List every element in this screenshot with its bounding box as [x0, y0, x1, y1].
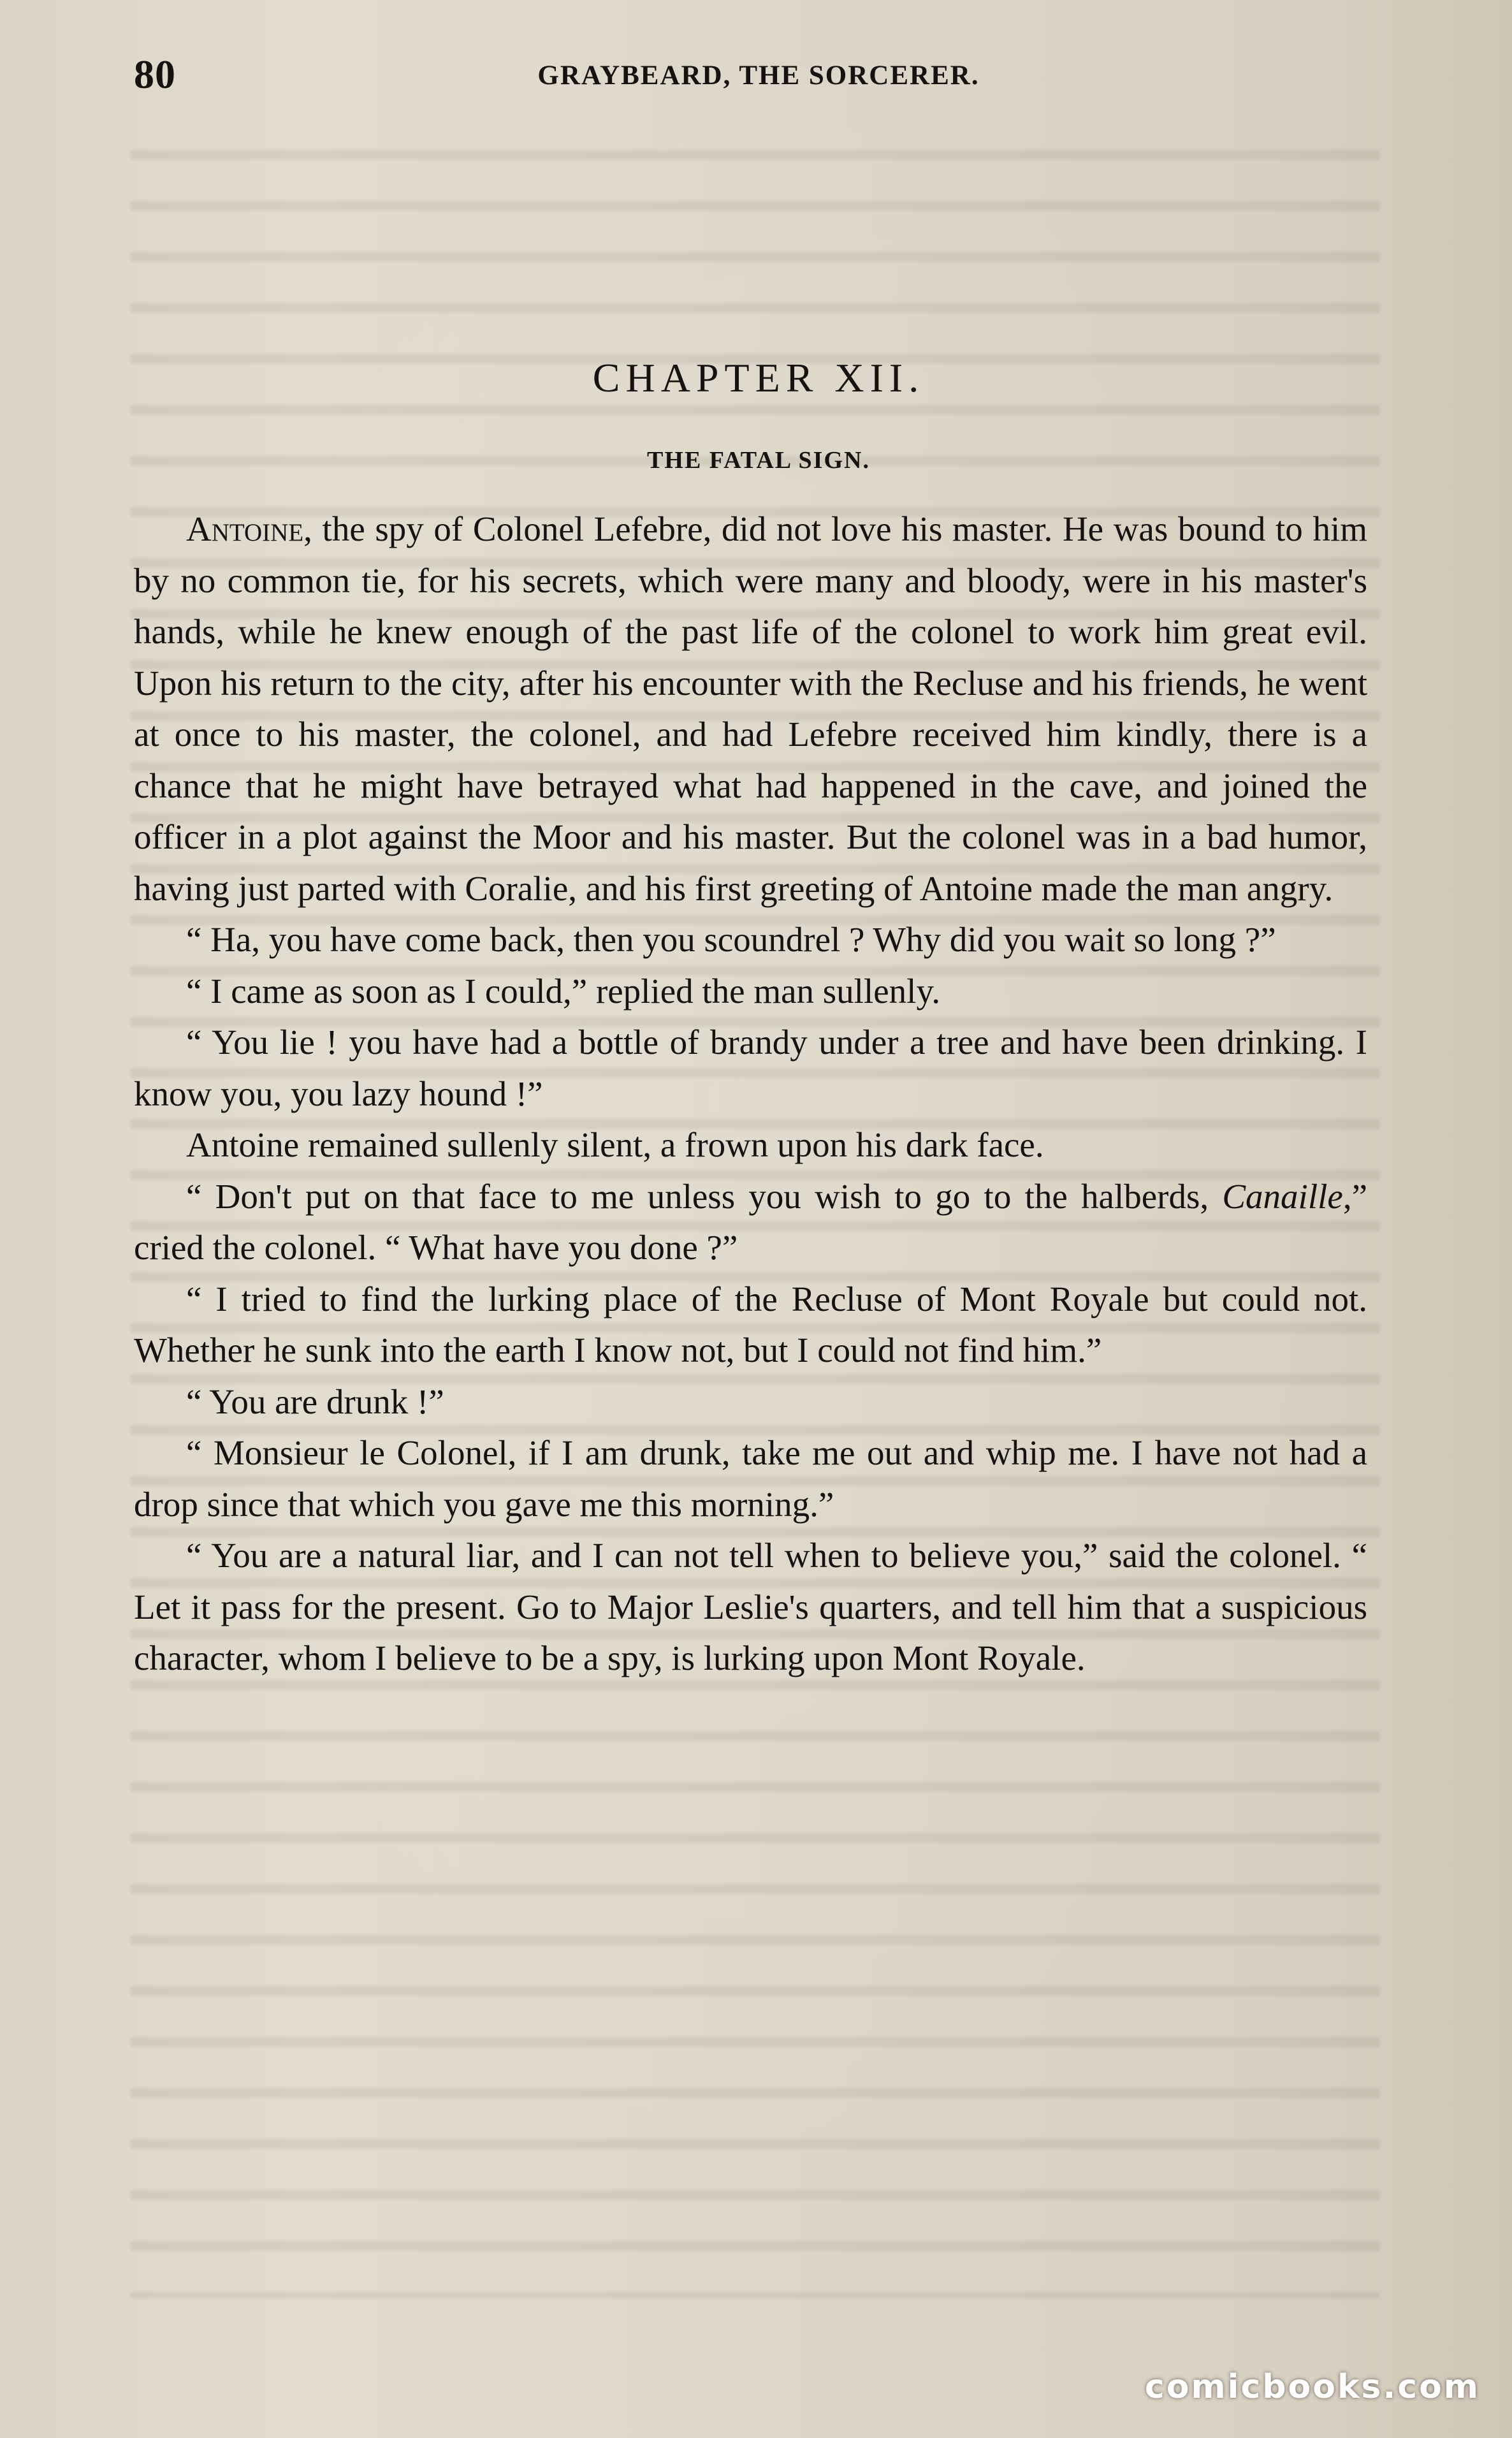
paragraph-2: “ Ha, you have come back, then you scoundrel ? Why did you wait so long ?” [186, 920, 1276, 959]
site-watermark: comicbooks.com [1144, 2368, 1480, 2406]
paragraph-1 [134, 504, 1367, 914]
paragraph-6 [134, 1171, 1367, 1274]
paragraph-text: “ Don't put on that face to me unless you wish to go to the halberds, [186, 1176, 1223, 1216]
opening-name: Antoine, [186, 509, 312, 548]
paragraph-9: “ Monsieur le Colonel, if I am drunk, take me out and whip me. I have not had a drop since that which you gave me this morning.” [134, 1433, 1367, 1524]
chapter-subtitle: THE FATAL SIGN. [647, 447, 870, 474]
paragraph-text: the spy of Colonel Lefebre, did not love his master. He was bound to him by no common tie, for his secrets, which were many and bloody, were in his master's hands, while he knew enough of the past life of the colonel to work him great evil. Upon his return to the city, after his encounter with the Recluse and his friends, he went at once to his master, the colonel, and had Lefebre received him kindly, there is a chance that he might have betrayed what had happened in the cave, and joined the officer in a plot against the Moor and his master. But the colonel was in a bad humor, having just parted with Coralie, and his first greeting of Antoine made the man angry. [134, 509, 1367, 908]
chapter-body [134, 504, 1367, 1684]
paragraph-3: “ I came as soon as I could,” replied the man sullenly. [186, 971, 941, 1011]
paragraph-7: “ I tried to find the lurking place of the Recluse of Mont Royale but could not. Whether he sunk into the earth I know not, but I could not find him.” [134, 1279, 1367, 1369]
running-head: GRAYBEARD, THE SORCERER. [537, 61, 980, 91]
italic-word: Canaille [1222, 1176, 1343, 1216]
paragraph-10: “ You are a natural liar, and I can not tell when to believe you,” said the colonel. “ Let it pass for the present. Go to Major Leslie's quarters, and tell him that a suspicious character, whom I believe to be a spy, is lurking upon Mont Royale. [134, 1536, 1367, 1677]
paragraph-4: “ You lie ! you have had a bottle of brandy under a tree and have been drinking. I know you, you lazy hound !” [134, 1023, 1367, 1113]
paragraph-text: ,” cried the colonel. “ What have you done ?” [134, 1176, 1367, 1267]
paragraph-8: “ You are drunk !” [186, 1382, 444, 1421]
page-number: 80 [134, 52, 176, 97]
chapter-title: CHAPTER XII. [592, 355, 925, 400]
paragraph-5: Antoine remained sullenly silent, a frown upon his dark face. [186, 1125, 1044, 1164]
page-header [134, 46, 1383, 106]
